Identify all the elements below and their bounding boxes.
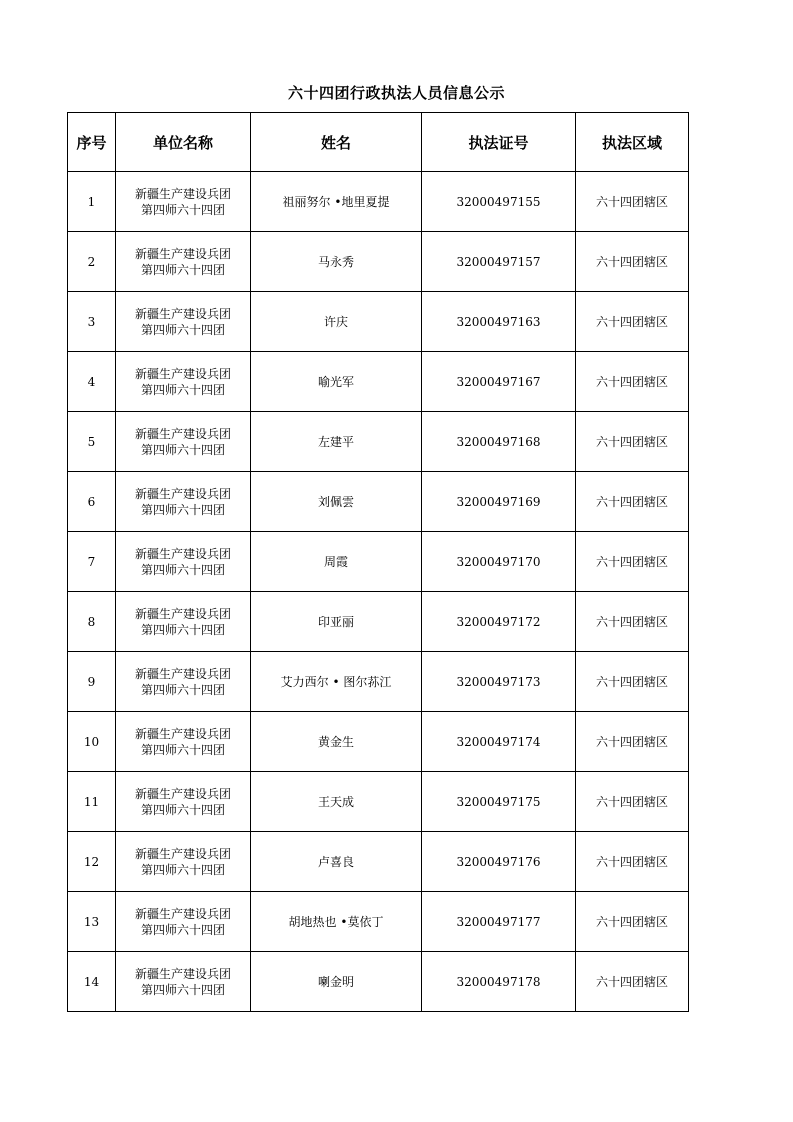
cell-person-name: 王天成 [251,772,422,832]
cell-enforcement-area: 六十四团辖区 [576,232,689,292]
cell-person-name: 胡地热也 •莫依丁 [251,892,422,952]
cell-certificate-number: 32000497178 [422,952,576,1012]
cell-serial-number: 13 [68,892,116,952]
unit-name-line-2: 第四师六十四团 [140,982,225,997]
unit-name-line-1: 新疆生产建设兵团 [134,966,231,981]
cell-enforcement-area: 六十四团辖区 [576,472,689,532]
header-certificate-number: 执法证号 [422,113,576,172]
cell-person-name: 印亚丽 [251,592,422,652]
cell-enforcement-area: 六十四团辖区 [576,532,689,592]
cell-person-name: 黄金生 [251,712,422,772]
unit-name-line-2: 第四师六十四团 [140,682,225,697]
cell-serial-number: 2 [68,232,116,292]
unit-name-line-1: 新疆生产建设兵团 [134,486,231,501]
cell-unit-name [116,172,251,232]
cell-unit-name [116,472,251,532]
table-row [68,592,689,652]
unit-name-line-1: 新疆生产建设兵团 [134,246,231,261]
unit-name-line-2: 第四师六十四团 [140,262,225,277]
header-unit-name: 单位名称 [116,113,251,172]
cell-enforcement-area: 六十四团辖区 [576,892,689,952]
table-row [68,532,689,592]
header-enforcement-area: 执法区域 [576,113,689,172]
unit-name-line-2: 第四师六十四团 [140,382,225,397]
unit-name-line-1: 新疆生产建设兵团 [134,786,231,801]
unit-name-line-2: 第四师六十四团 [140,202,225,217]
cell-enforcement-area: 六十四团辖区 [576,952,689,1012]
unit-name-line-2: 第四师六十四团 [140,442,225,457]
cell-serial-number: 5 [68,412,116,472]
unit-name-line-2: 第四师六十四团 [140,622,225,637]
unit-name-line-2: 第四师六十四团 [140,502,225,517]
table-row [68,892,689,952]
unit-name-line-2: 第四师六十四团 [140,562,225,577]
unit-name-line-1: 新疆生产建设兵团 [134,726,231,741]
unit-name-line-1: 新疆生产建设兵团 [134,666,231,681]
cell-unit-name [116,352,251,412]
unit-name-line-2: 第四师六十四团 [140,322,225,337]
cell-person-name: 许庆 [251,292,422,352]
cell-enforcement-area: 六十四团辖区 [576,592,689,652]
unit-name-line-1: 新疆生产建设兵团 [134,606,231,621]
cell-certificate-number: 32000497177 [422,892,576,952]
cell-person-name: 艾力西尔 • 图尔荪江 [251,652,422,712]
table-row [68,952,689,1012]
cell-enforcement-area: 六十四团辖区 [576,772,689,832]
table-row [68,352,689,412]
unit-name-line-1: 新疆生产建设兵团 [134,186,231,201]
table-row [68,172,689,232]
unit-name-line-2: 第四师六十四团 [140,862,225,877]
cell-serial-number: 9 [68,652,116,712]
cell-person-name: 卢喜良 [251,832,422,892]
cell-unit-name [116,772,251,832]
cell-enforcement-area: 六十四团辖区 [576,352,689,412]
cell-serial-number: 6 [68,472,116,532]
cell-unit-name [116,532,251,592]
cell-certificate-number: 32000497170 [422,532,576,592]
cell-certificate-number: 32000497163 [422,292,576,352]
unit-name-line-1: 新疆生产建设兵团 [134,846,231,861]
cell-enforcement-area: 六十四团辖区 [576,652,689,712]
unit-name-line-1: 新疆生产建设兵团 [134,906,231,921]
unit-name-line-1: 新疆生产建设兵团 [134,366,231,381]
cell-enforcement-area: 六十四团辖区 [576,172,689,232]
cell-person-name: 喇金明 [251,952,422,1012]
cell-certificate-number: 32000497175 [422,772,576,832]
cell-unit-name [116,952,251,1012]
cell-serial-number: 7 [68,532,116,592]
cell-enforcement-area: 六十四团辖区 [576,412,689,472]
unit-name-line-1: 新疆生产建设兵团 [134,426,231,441]
table-row [68,412,689,472]
cell-unit-name [116,232,251,292]
cell-serial-number: 1 [68,172,116,232]
cell-person-name: 马永秀 [251,232,422,292]
table-row [68,232,689,292]
cell-person-name: 喻光军 [251,352,422,412]
cell-unit-name [116,292,251,352]
cell-serial-number: 12 [68,832,116,892]
table-row [68,712,689,772]
unit-name-line-2: 第四师六十四团 [140,802,225,817]
cell-serial-number: 11 [68,772,116,832]
unit-name-line-1: 新疆生产建设兵团 [134,546,231,561]
unit-name-line-2: 第四师六十四团 [140,742,225,757]
cell-certificate-number: 32000497168 [422,412,576,472]
table-body [68,172,689,1012]
cell-unit-name [116,412,251,472]
cell-certificate-number: 32000497167 [422,352,576,412]
cell-unit-name [116,712,251,772]
cell-person-name: 祖丽努尔 •地里夏提 [251,172,422,232]
header-serial-number: 序号 [68,113,116,172]
cell-unit-name [116,652,251,712]
table-row [68,292,689,352]
cell-enforcement-area: 六十四团辖区 [576,832,689,892]
table-header-row [68,113,689,172]
cell-serial-number: 10 [68,712,116,772]
cell-unit-name [116,832,251,892]
cell-certificate-number: 32000497169 [422,472,576,532]
unit-name-line-2: 第四师六十四团 [140,922,225,937]
cell-serial-number: 14 [68,952,116,1012]
cell-person-name: 左建平 [251,412,422,472]
table-row [68,472,689,532]
cell-unit-name [116,892,251,952]
cell-serial-number: 3 [68,292,116,352]
cell-enforcement-area: 六十四团辖区 [576,712,689,772]
cell-person-name: 周霞 [251,532,422,592]
personnel-table [67,112,689,1012]
cell-serial-number: 8 [68,592,116,652]
table-row [68,772,689,832]
cell-person-name: 刘佩雲 [251,472,422,532]
table-row [68,652,689,712]
cell-certificate-number: 32000497176 [422,832,576,892]
unit-name-line-1: 新疆生产建设兵团 [134,306,231,321]
cell-certificate-number: 32000497155 [422,172,576,232]
cell-certificate-number: 32000497173 [422,652,576,712]
cell-certificate-number: 32000497174 [422,712,576,772]
table-row [68,832,689,892]
cell-certificate-number: 32000497157 [422,232,576,292]
page-title: 六十四团行政执法人员信息公示 [287,84,505,102]
cell-serial-number: 4 [68,352,116,412]
header-person-name: 姓名 [251,113,422,172]
cell-unit-name [116,592,251,652]
cell-enforcement-area: 六十四团辖区 [576,292,689,352]
cell-certificate-number: 32000497172 [422,592,576,652]
